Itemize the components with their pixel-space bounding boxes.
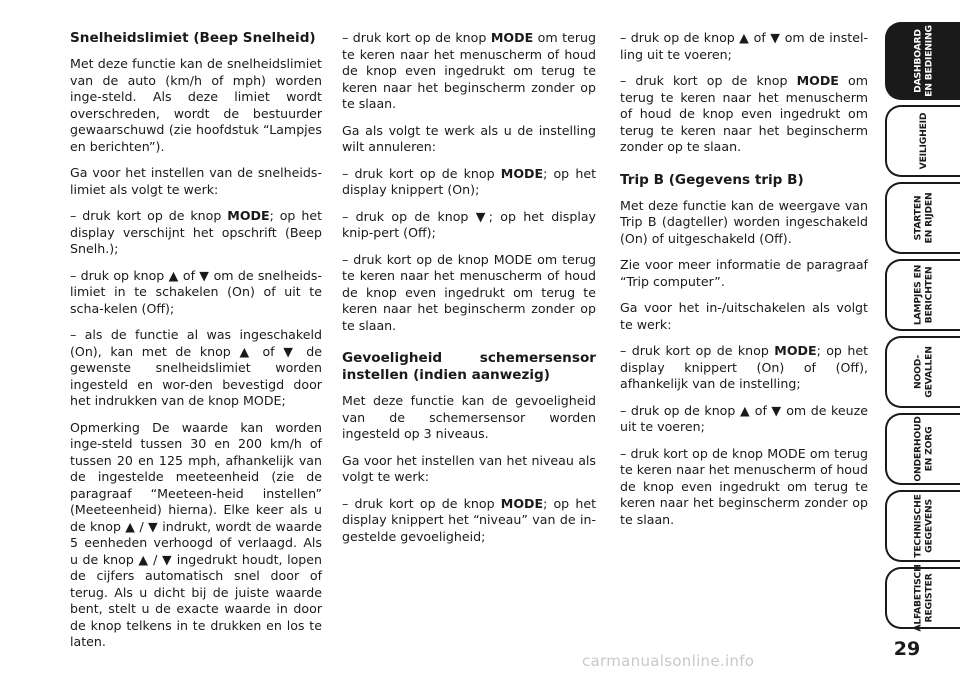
text-column-3 bbox=[620, 30, 868, 528]
mode-keyword: MODE bbox=[227, 208, 270, 223]
paragraph: – druk kort op de knop MODE om terug te keren naar het menuscherm of houd de knop even ingedrukt om terug te keren naar het beginscherm zonder op te slaan. bbox=[620, 73, 868, 154]
paragraph: – druk kort op de knop MODE om terug te keren naar het menuscherm of houd de knop even ingedrukt om terug te keren naar het beginscherm zonder op te slaan. bbox=[620, 445, 868, 527]
paragraph: – als de functie al was ingeschakeld (On), kan met de knop ▲ of ▼ de gewenste snelheidslimiet worden ingesteld en wor-den bevestigd door het indrukken van de knop MODE; bbox=[70, 327, 322, 408]
paragraph: Zie voor meer informatie de paragraaf “Trip computer”. bbox=[620, 257, 868, 289]
chapter-tabs bbox=[885, 0, 960, 678]
text-column-1 bbox=[70, 30, 322, 651]
tab-emergencies[interactable]: NOOD- GEVALLEN bbox=[885, 336, 960, 408]
tab-safety[interactable]: VEILIGHEID bbox=[885, 105, 960, 177]
mode-keyword: MODE bbox=[500, 495, 544, 511]
paragraph: Met deze functie kan de snelheidslimiet van de auto (km/h of mph) worden inge-steld. Als deze limiet wordt overschreden, wordt de bestuurder gewaarschuwd (zie hoofdstuk “Lampjes en berichten”). bbox=[70, 56, 322, 154]
tab-maintenance[interactable]: ONDERHOUD EN ZORG bbox=[885, 413, 960, 485]
mode-keyword: MODE bbox=[774, 343, 817, 358]
page-number: 29 bbox=[893, 638, 921, 660]
paragraph: Ga voor het instellen van het niveau als volgt te werk: bbox=[342, 452, 596, 484]
section-heading-twilight-sensor: Gevoeligheid schemersensor instellen (indien aanwezig) bbox=[342, 350, 596, 383]
mode-keyword: MODE bbox=[796, 73, 839, 88]
mode-keyword: MODE bbox=[490, 30, 534, 45]
paragraph: – druk op de knop ▼; op het display knip-pert (Off); bbox=[342, 208, 596, 240]
tab-starting-driving[interactable]: STARTEN EN RIJDEN bbox=[885, 182, 960, 254]
paragraph: – druk kort op de knop MODE om terug te keren naar het menuscherm of houd de knop even ingedrukt om terug te keren naar het beginscherm zonder op te slaan. bbox=[342, 30, 596, 111]
tab-technical-data[interactable]: TECHNISCHE GEGEVENS bbox=[885, 490, 960, 562]
paragraph: – druk op de knop ▲ of ▼ om de keuze uit te voeren; bbox=[620, 402, 868, 434]
paragraph: Ga als volgt te werk als u de instelling wilt annuleren: bbox=[342, 122, 596, 154]
section-heading-speed-limit: Snelheidslimiet (Beep Snelheid) bbox=[70, 30, 316, 46]
paragraph: – druk kort op de knop MODE; op het display verschijnt het opschrift (Beep Snelh.); bbox=[70, 208, 323, 256]
paragraph: – druk op de knop ▲ of ▼ om de instel-ling uit te voeren; bbox=[620, 30, 868, 62]
tab-alphabetical-index[interactable]: ALFABETISCH REGISTER bbox=[885, 567, 960, 629]
text-column-2 bbox=[342, 30, 596, 545]
paragraph: – druk kort op de knop MODE; op het display knippert het “niveau” van de in-gestelde gevoeligheid; bbox=[342, 495, 597, 544]
tab-dashboard[interactable]: DASHBOARD EN BEDIENING bbox=[885, 22, 960, 100]
paragraph: Ga voor het in-/uitschakelen als volgt te werk: bbox=[620, 300, 868, 332]
paragraph: – druk kort op de knop MODE om terug te keren naar het menuscherm of houd de knop even ingedrukt om terug te keren naar het beginscherm zonder op te slaan. bbox=[342, 251, 596, 333]
paragraph: – druk kort op de knop MODE; op het display knippert (On); bbox=[342, 165, 597, 197]
paragraph: Ga voor het instellen van de snelheids-limiet als volgt te werk: bbox=[70, 165, 322, 197]
paragraph: Met deze functie kan de weergave van Trip B (dagteller) worden ingeschakeld (On) of uitgeschakeld (Off). bbox=[620, 197, 868, 246]
paragraph: – druk op knop ▲ of ▼ om de snelheids-limiet in te schakelen (On) of uit te scha-kelen (Off); bbox=[70, 267, 322, 316]
paragraph: Met deze functie kan de gevoeligheid van de schemersensor worden ingesteld op 3 niveaus. bbox=[342, 393, 596, 441]
section-heading-trip-b: Trip B (Gegevens trip B) bbox=[620, 171, 804, 188]
watermark: carmanualsonline.info bbox=[582, 652, 755, 670]
paragraph: – druk kort op de knop MODE; op het display knippert (On) of (Off), afhankelijk van de instelling; bbox=[620, 343, 869, 391]
tab-lights-messages[interactable]: LAMPJES EN BERICHTEN bbox=[885, 259, 960, 331]
mode-keyword: MODE bbox=[500, 165, 544, 181]
paragraph-note: Opmerking De waarde kan worden inge-steld tussen 30 en 200 km/h of tussen 20 en 125 mph, afhankelijk van de ingestelde meeteenheid (zie de paragraaf “Meeteen-heid instellen” (Meeteenheid) hierna). Elke keer als u de knop ▲ / ▼ indrukt, wordt de waarde 5 eenheden verhoogd of verlaagd. Als u de knop ▲ / ▼ ingedrukt houdt, lopen de cijfers automatisch snel door of terug. Als u dicht bij de juiste waarde bent, stelt u de exacte waarde in door de knop telkens in te drukken en los te laten. bbox=[70, 419, 322, 649]
